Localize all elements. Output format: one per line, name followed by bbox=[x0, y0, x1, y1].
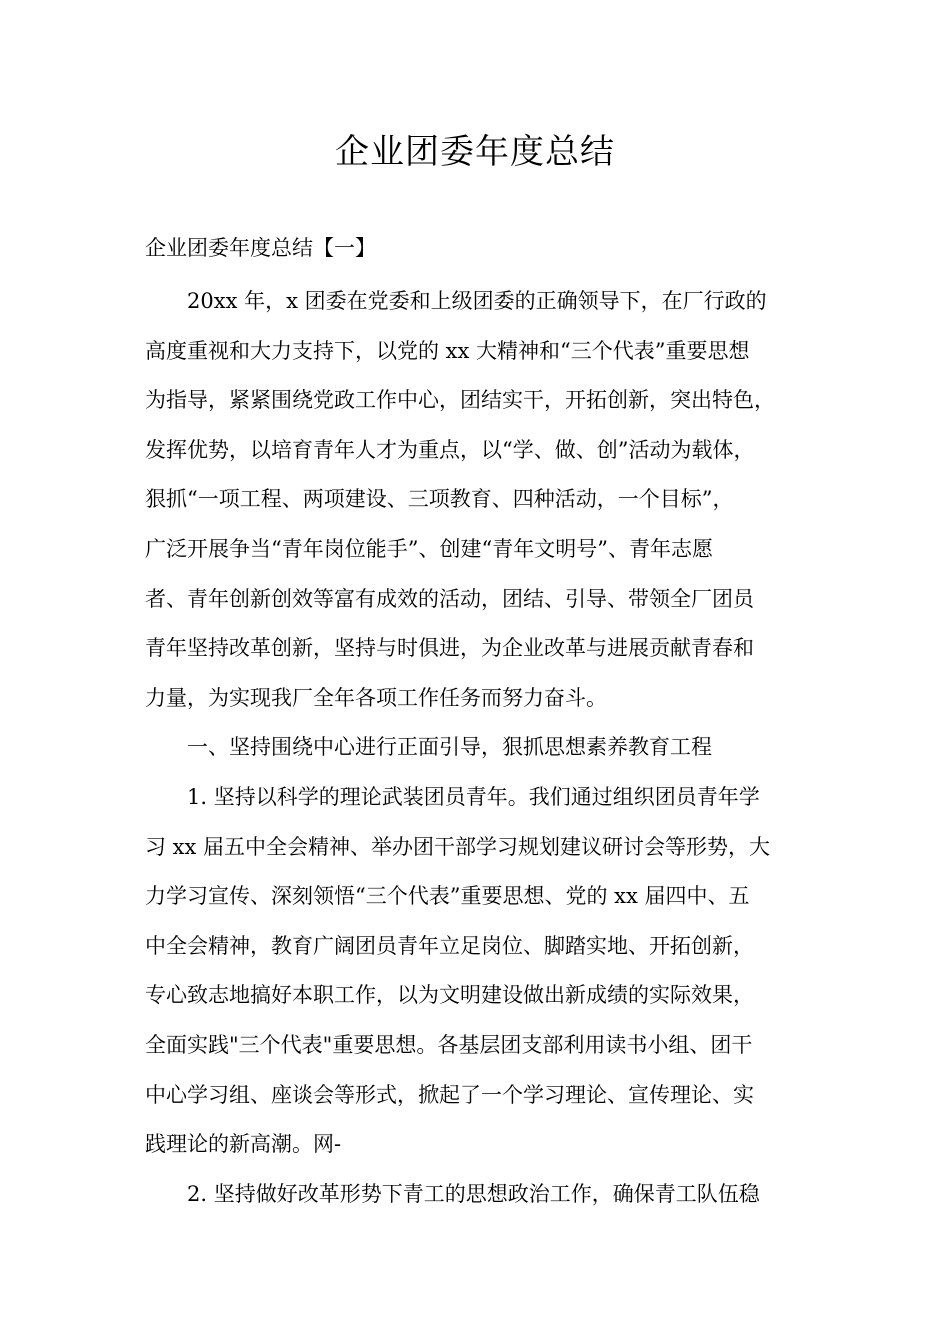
paragraph-line: 青年坚持改革创新，坚持与时俱进，为企业改革与进展贡献青春和 bbox=[145, 636, 754, 661]
paragraph-line: 2. 坚持做好改革形势下青工的思想政治工作，确保青工队伍稳 bbox=[187, 1181, 760, 1206]
paragraph-line: 发挥优势，以培育青年人才为重点，以“学、做、创”活动为载体， bbox=[145, 437, 755, 462]
paragraph-line: 1. 坚持以科学的理论武装团员青年。我们通过组织团员青年学 bbox=[187, 784, 760, 809]
paragraph-line: 高度重视和大力支持下，以党的 xx 大精神和“三个代表”重要思想 bbox=[145, 338, 750, 363]
section-subheading: 企业团委年度总结【一】 bbox=[145, 236, 376, 260]
paragraph-line: 20xx 年，x 团委在党委和上级团委的正确领导下，在厂行政的 bbox=[187, 289, 767, 313]
paragraph-line: 习 xx 届五中全会精神、举办团干部学习规划建议研讨会等形势，大 bbox=[145, 834, 771, 859]
paragraph-line: 全面实践"三个代表"重要思想。各基层团支部利用读书小组、团干 bbox=[145, 1032, 753, 1057]
document-title: 企业团委年度总结 bbox=[335, 132, 615, 172]
paragraph-line: 专心致志地搞好本职工作，以为文明建设做出新成绩的实际效果， bbox=[145, 983, 754, 1008]
paragraph-line: 力量，为实现我厂全年各项工作任务而努力奋斗。 bbox=[145, 685, 607, 710]
paragraph-line: 广泛开展争当“青年岗位能手”、创建“青年文明号”、青年志愿 bbox=[145, 536, 713, 561]
section-heading-line: 一、坚持围绕中心进行正面引导，狠抓思想素养教育工程 bbox=[187, 735, 712, 760]
paragraph-line: 为指导，紧紧围绕党政工作中心，团结实干，开拓创新，突出特色， bbox=[145, 388, 775, 413]
paragraph-line: 力学习宣传、深刻领悟“三个代表”重要思想、党的 xx 届四中、五 bbox=[145, 884, 750, 909]
body-text bbox=[145, 281, 830, 1223]
paragraph-line: 践理论的新高潮。网- bbox=[145, 1132, 342, 1157]
paragraph-line: 中心学习组、座谈会等形式，掀起了一个学习理论、宣传理论、实 bbox=[145, 1082, 754, 1107]
paragraph-line: 者、青年创新创效等富有成效的活动，团结、引导、带领全厂团员 bbox=[145, 586, 754, 611]
paragraph-line: 狠抓“一项工程、两项建设、三项教育、四种活动，一个目标”， bbox=[145, 487, 734, 512]
paragraph-line: 中全会精神，教育广阔团员青年立足岗位、脚踏实地、开拓创新， bbox=[145, 933, 754, 958]
